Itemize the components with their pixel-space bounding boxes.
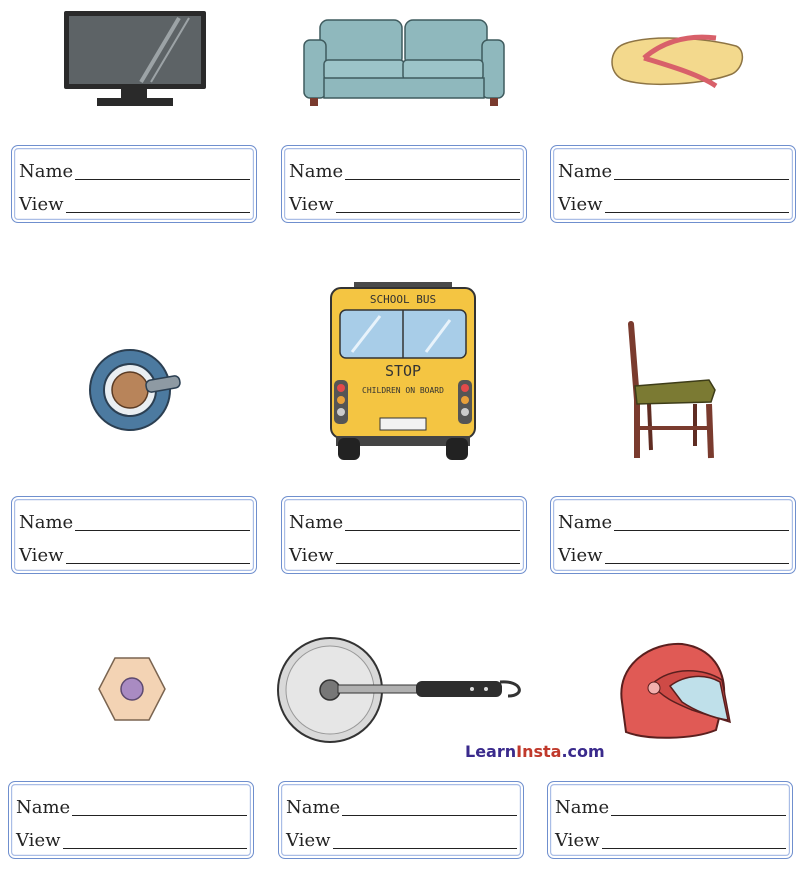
name-answer-line[interactable] — [345, 179, 520, 180]
name-answer-line[interactable] — [345, 530, 520, 531]
school-bus-image — [328, 282, 478, 462]
answer-card-slipper — [550, 145, 796, 223]
chair-icon — [625, 320, 719, 462]
name-answer-line[interactable] — [614, 530, 789, 531]
cup-icon — [88, 346, 186, 436]
bus-stop-text: STOP — [384, 362, 422, 380]
name-answer-line[interactable] — [614, 179, 789, 180]
view-label: View — [289, 194, 334, 215]
view-label: View — [558, 545, 603, 566]
answer-card-sofa — [281, 145, 527, 223]
view-answer-line[interactable] — [63, 848, 248, 849]
television-icon — [63, 10, 208, 110]
chair-image — [625, 320, 719, 462]
television-image — [63, 10, 208, 110]
view-answer-line[interactable] — [336, 212, 521, 213]
bus-top-text: SCHOOL BUS — [369, 293, 437, 306]
helmet-icon — [612, 640, 734, 742]
name-label: Name — [558, 512, 613, 533]
name-answer-line[interactable] — [75, 530, 250, 531]
view-answer-line[interactable] — [66, 563, 251, 564]
name-answer-line[interactable] — [75, 179, 250, 180]
watermark-part1: Learn — [465, 742, 517, 761]
answer-card-helmet — [547, 781, 793, 859]
name-label: Name — [286, 797, 341, 818]
name-label: Name — [16, 797, 71, 818]
view-answer-line[interactable] — [602, 848, 787, 849]
sofa-icon — [302, 16, 507, 108]
answer-card-chair — [550, 496, 796, 574]
view-label: View — [16, 830, 61, 851]
answer-card-television — [11, 145, 257, 223]
slipper-icon — [610, 30, 745, 92]
name-answer-line[interactable] — [611, 815, 786, 816]
view-label: View — [19, 545, 64, 566]
answer-card-cup — [11, 496, 257, 574]
sofa-image — [302, 16, 507, 108]
cup-image — [88, 346, 186, 436]
view-label: View — [289, 545, 334, 566]
name-label: Name — [19, 512, 74, 533]
school-bus-icon — [328, 282, 478, 462]
name-answer-line[interactable] — [72, 815, 247, 816]
slipper-image — [610, 30, 745, 92]
name-label: Name — [555, 797, 610, 818]
answer-card-pizza-cutter — [278, 781, 524, 859]
answer-card-school-bus — [281, 496, 527, 574]
view-answer-line[interactable] — [605, 212, 790, 213]
view-label: View — [286, 830, 331, 851]
bus-bottom-text: CHILDREN ON BOARD — [362, 386, 444, 395]
watermark-part2: Insta — [516, 742, 562, 761]
view-answer-line[interactable] — [605, 563, 790, 564]
pizza-cutter-image — [276, 636, 530, 746]
answer-card-nut — [8, 781, 254, 859]
name-label: Name — [289, 161, 344, 182]
view-answer-line[interactable] — [333, 848, 518, 849]
view-answer-line[interactable] — [66, 212, 251, 213]
helmet-image — [612, 640, 734, 742]
view-label: View — [19, 194, 64, 215]
watermark — [465, 742, 605, 761]
watermark-part3: .com — [561, 742, 605, 761]
view-label: View — [555, 830, 600, 851]
view-label: View — [558, 194, 603, 215]
name-answer-line[interactable] — [342, 815, 517, 816]
view-answer-line[interactable] — [336, 563, 521, 564]
pizza-cutter-icon — [276, 636, 530, 746]
nut-image — [97, 656, 167, 722]
name-label: Name — [558, 161, 613, 182]
nut-icon — [97, 656, 167, 722]
name-label: Name — [289, 512, 344, 533]
name-label: Name — [19, 161, 74, 182]
